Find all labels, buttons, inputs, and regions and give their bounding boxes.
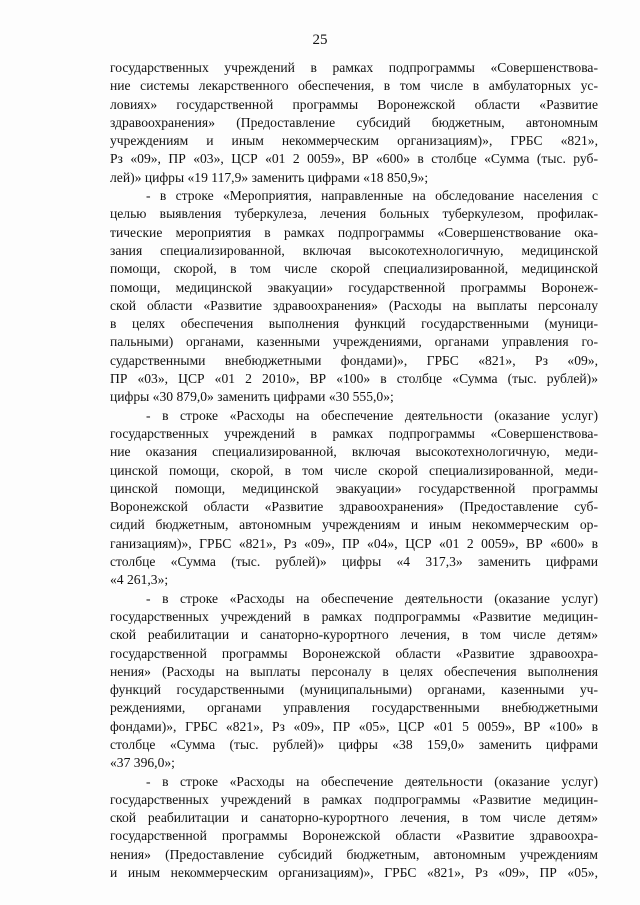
text-line: сидий бюджетным, автономным учреждениям и иным некоммерческим ор- [110, 517, 598, 533]
text-line: здравоохранения» (Предоставление субсидий бюджетным, автономным [110, 114, 598, 130]
text-line: столбце «Сумма (тыс. рублей)» цифры «4 317,3» заменить цифрами [110, 554, 598, 570]
text-line: фондами)», ГРБС «821», Рз «09», ПР «05», ЦСР «01 5 0059», ВР «100» в [110, 718, 598, 734]
text-line: цифры «30 879,0» заменить цифрами «30 555,0»; [110, 389, 394, 405]
text-line: нения» (Предоставление субсидий бюджетным, автономным учреждениям [110, 846, 598, 862]
paragraph [110, 187, 598, 407]
text-line: столбце «Сумма (тыс. рублей)» цифры «38 159,0» заменить цифрами [110, 736, 598, 752]
text-line: зания специализированной, включая высокотехнологичную, медицинской [110, 242, 598, 258]
text-line: ской области «Развитие здравоохранения» (Расходы на выплаты персоналу [110, 297, 598, 313]
text-line: тические мероприятия в рамках подпрограммы «Совершенствование ока- [110, 224, 598, 240]
text-line: ганизациям)», ГРБС «821», Рз «09», ПР «04», ЦСР «01 2 0059», ВР «600» в [110, 535, 598, 551]
text-line: нения» (Расходы на выплаты персоналу в целях обеспечения выполнения [110, 663, 598, 679]
text-line: и иным некоммерческим организациям)», ГРБС «821», Рз «09», ПР «05», [110, 865, 598, 881]
text-line: ской реабилитации и санаторно-курортного лечения, в том числе детям» [110, 627, 598, 643]
paragraph [110, 590, 598, 773]
text-line: «4 261,3»; [110, 572, 169, 588]
text-line: государственных учреждений в рамках подпрограммы «Совершенствова- [110, 425, 598, 441]
text-line: ловиях» государственной программы Воронежской области «Развитие [110, 96, 598, 112]
text-line: ние системы лекарственного обеспечения, в том числе в амбулаторных ус- [110, 78, 598, 94]
text-line: ПР «03», ЦСР «01 2 2010», ВР «100» в столбце «Сумма (тыс. рублей)» [110, 371, 598, 387]
text-line: сударственными внебюджетными фондами)», ГРБС «821», Рз «09», [110, 352, 598, 368]
text-line: пальными) органами, казенными учреждениями, органами управления го- [110, 334, 598, 350]
paragraph [110, 407, 598, 590]
text-line: в целях обеспечения выполнения функций государственными (муници- [110, 316, 598, 332]
text-line: учреждениям и иным некоммерческим организациям)», ГРБС «821», [110, 133, 598, 149]
text-line: реждениями, органами управления государственными внебюджетными [110, 700, 598, 716]
text-line: государственной программы Воронежской области «Развитие здравоохра- [110, 828, 598, 844]
text-line: - в строке «Расходы на обеспечение деятельности (оказание услуг) [146, 407, 598, 423]
text-line: лей)» цифры «19 117,9» заменить цифрами «18 850,9»; [110, 169, 429, 185]
text-line: целью выявления туберкулеза, лечения больных туберкулезом, профилак- [110, 206, 598, 222]
text-line: - в строке «Мероприятия, направленные на обследование населения с [146, 188, 598, 204]
text-line: помощи, медицинской эвакуации» государственной программы Воронеж- [110, 279, 598, 295]
text-line: ние оказания специализированной, включая высокотехнологичную, меди- [110, 444, 598, 460]
text-line: цинской помощи, скорой, в том числе скорой специализированной, меди- [110, 462, 598, 478]
text-line: цинской помощи, медицинской эвакуации» государственной программы [110, 480, 598, 496]
text-line: помощи, скорой, в том числе скорой специализированной, медицинской [110, 261, 598, 277]
text-line: государственных учреждений в рамках подпрограммы «Развитие медицин- [110, 791, 598, 807]
text-line: «37 396,0»; [110, 755, 175, 771]
text-line: государственной программы Воронежской области «Развитие здравоохра- [110, 645, 598, 661]
paragraph [110, 773, 598, 883]
text-line: ской реабилитации и санаторно-курортного лечения, в том числе детям» [110, 810, 598, 826]
page-number: 25 [312, 32, 328, 48]
document-body [110, 59, 598, 882]
text-line: - в строке «Расходы на обеспечение деятельности (оказание услуг) [146, 590, 598, 606]
text-line: Воронежской области «Развитие здравоохранения» (Предоставление суб- [110, 499, 598, 515]
text-line: государственных учреждений в рамках подпрограммы «Развитие медицин- [110, 608, 598, 624]
text-line: - в строке «Расходы на обеспечение деятельности (оказание услуг) [146, 773, 598, 789]
paragraph [110, 59, 598, 187]
text-line: функций государственными (муниципальными) органами, казенными уч- [110, 682, 598, 698]
text-line: государственных учреждений в рамках подпрограммы «Совершенствова- [110, 60, 598, 75]
text-line: Рз «09», ПР «03», ЦСР «01 2 0059», ВР «600» в столбце «Сумма (тыс. руб- [110, 151, 598, 167]
